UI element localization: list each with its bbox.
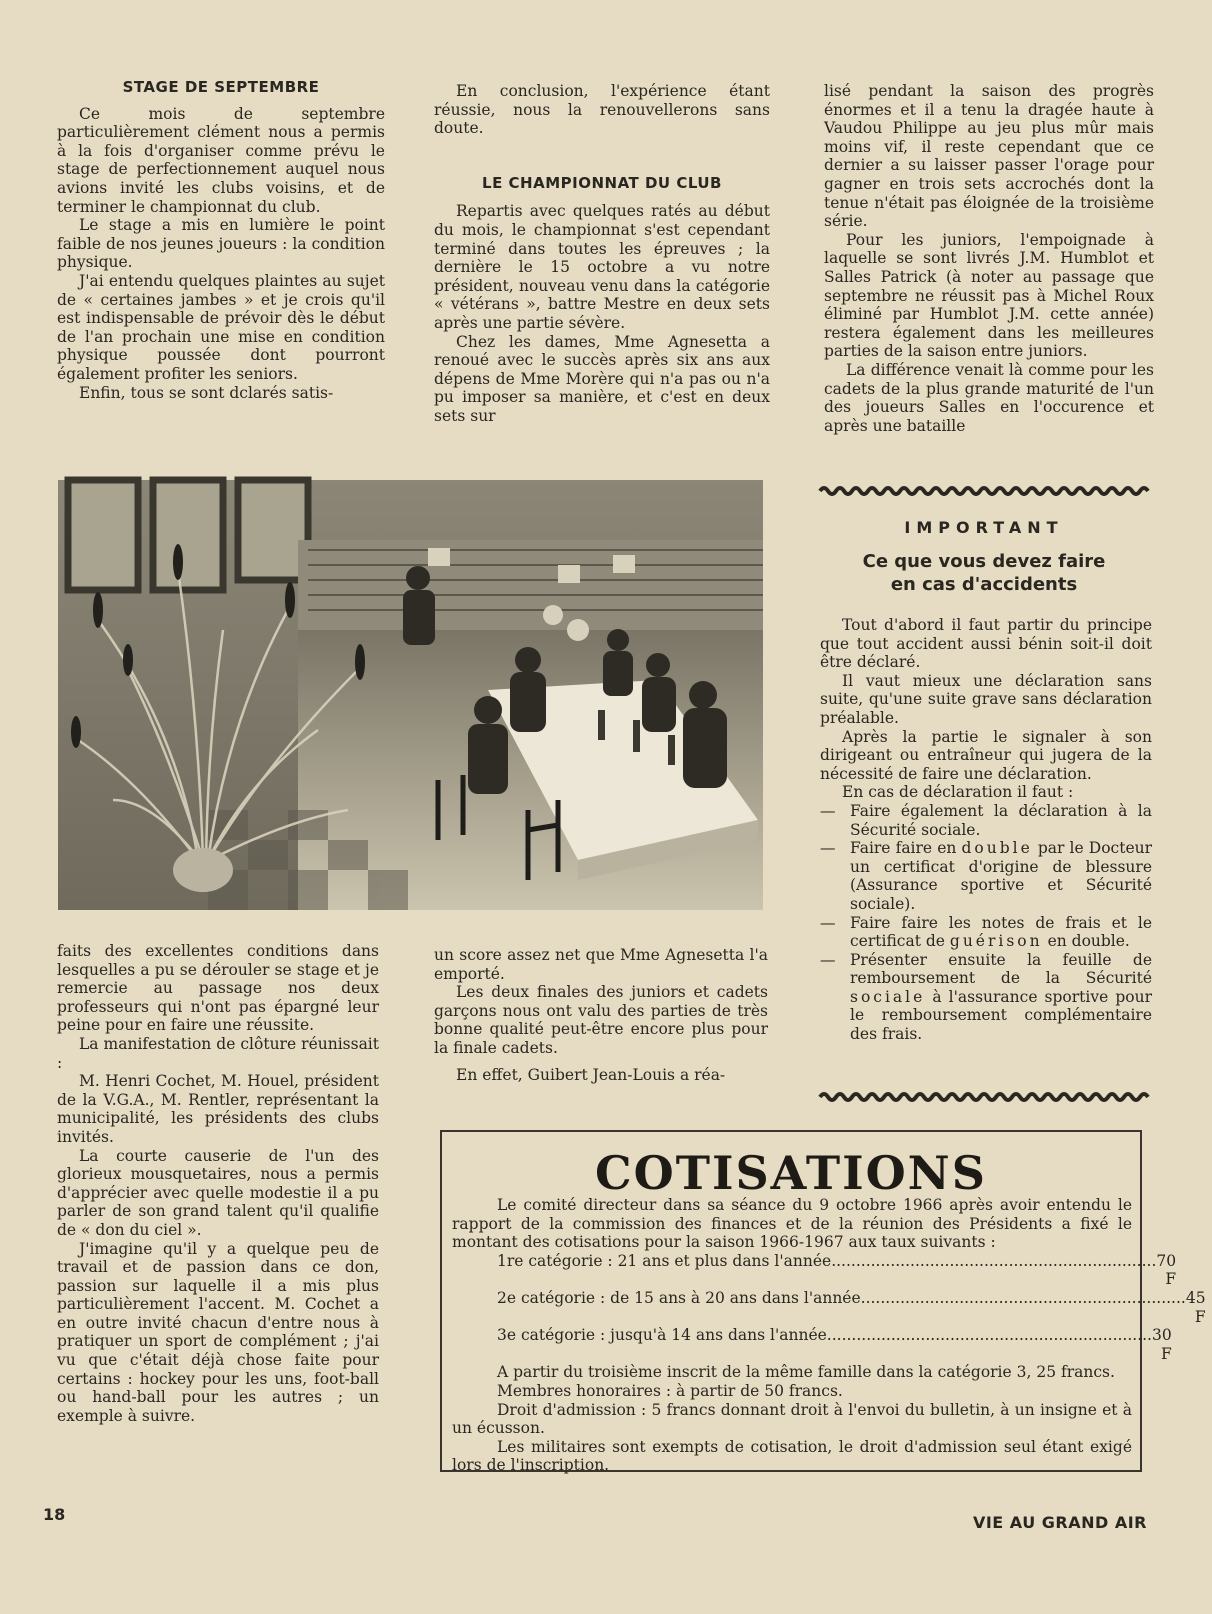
rate-label: 1re catégorie : 21 ans et plus dans l'année bbox=[497, 1251, 832, 1270]
paragraph: J'imagine qu'il y a quelque peu de travail et de passion dans ce don, passion sur laquelle il a mis plus particulièrement l'accent. M. Cochet a en outre invité chacun d'entre nous à pratiquer un sport de complément ; j'ai vu que c'était déjà chose faite pour certains : hockey pour les uns, foot-ball ou hand-ball pour les autres ; un exemple à suivre. bbox=[57, 1239, 379, 1425]
article-column-2-bottom bbox=[434, 946, 768, 1084]
paragraph: Après la partie le signaler à son dirigeant ou entraîneur qui jugera de la nécessité de faire une déclaration. bbox=[820, 727, 1152, 783]
rate-label: 2e catégorie : de 15 ans à 20 ans dans l'année bbox=[497, 1288, 861, 1307]
heading-championnat-club: LE CHAMPIONNAT DU CLUB bbox=[482, 173, 722, 192]
cotisations-box bbox=[440, 1130, 1206, 1475]
page-number: 18 bbox=[43, 1505, 66, 1524]
list-item-text: Faire faire en bbox=[850, 839, 957, 858]
rate-row bbox=[497, 1251, 1177, 1289]
dash-marker: — bbox=[820, 913, 836, 932]
rate-row bbox=[497, 1326, 1172, 1363]
paragraph: lisé pendant la saison des progrès énormes et il a tenu la dragée haute à Vaudou Philippe au jeu plus mûr mais moins vif, il reste cependant que ce dernier a su laisser passer l'orage pour gagner en trois sets accrochés dont la tenue n'était pas éloignée de la troisième série. bbox=[824, 82, 1154, 231]
emphasis-text: guérison bbox=[949, 932, 1043, 951]
rate-leader: .................................................................. bbox=[826, 1326, 1152, 1345]
paragraph: Membres honoraires : à partir de 50 francs. bbox=[497, 1381, 843, 1400]
paragraph: faits des excellentes conditions dans lesquelles a pu se dérouler se stage et je remercie au passage nos deux professeurs qui n'ont pas épargné leur peine pour en faire une réussite. bbox=[57, 942, 379, 1035]
magazine-name: VIE AU GRAND AIR bbox=[972, 1513, 1147, 1532]
list-item-text: Faire faire les notes de frais et le certificat de bbox=[850, 913, 1152, 951]
rate-amount: 45 F bbox=[1185, 1288, 1206, 1326]
paragraph: Ce mois de septembre particulièrement clément nous a permis à la fois d'organiser comme prévu le stage de perfectionnement auquel nous avions invité les clubs voisins, et de terminer le championnat du club. bbox=[57, 104, 385, 216]
paragraph: En cas de déclaration il faut : bbox=[842, 783, 1074, 802]
paragraph: M. Henri Cochet, M. Houel, président de la V.G.A., M. Rentler, représentant la municipalité, les présidents des clubs invités. bbox=[57, 1072, 379, 1146]
wavy-divider-top bbox=[820, 484, 1148, 498]
article-column-3-top bbox=[824, 82, 1154, 435]
paragraph: En conclusion, l'expérience étant réussie, nous la renouvellerons sans doute. bbox=[434, 82, 770, 138]
article-column-1-top bbox=[57, 78, 385, 402]
important-title: IMPORTANT bbox=[904, 518, 1064, 537]
list-item-text: en double. bbox=[1047, 932, 1130, 951]
paragraph: Le comité directeur dans sa séance du 9 octobre 1966 après avoir entendu le rapport de la commission des finances et de la réunion des Présidents a fixé le montant des cotisations pour la saison 1966-1967 aux taux suivants : bbox=[452, 1196, 1132, 1252]
rate-amount: 30 F bbox=[1151, 1326, 1172, 1363]
paragraph: La courte causerie de l'un des glorieux mousquetaires, nous a permis d'apprécier avec quelle modestie il a pu parler de son grand talent qu'il qualifie de « don du ciel ». bbox=[57, 1146, 379, 1239]
list-item-text: par le Docteur un certificat d'origine de blessure (Assurance sportive et Sécurité sociale). bbox=[850, 839, 1153, 913]
paragraph: A partir du troisième inscrit de la même famille dans la catégorie 3, 25 francs. bbox=[497, 1363, 1115, 1382]
rate-row bbox=[497, 1288, 1206, 1326]
rate-leader: .................................................................. bbox=[831, 1251, 1157, 1270]
important-subtitle-line: Ce que vous devez faire bbox=[862, 551, 1106, 572]
paragraph: J'ai entendu quelques plaintes au sujet de « certaines jambes » et je crois qu'il est indispensable de prévoir dès le début de l'an prochain une mise en condition physique poussée dont pourront également profiter les seniors. bbox=[57, 271, 385, 383]
list-item bbox=[820, 914, 1152, 951]
paragraph: Pour les juniors, l'empoignade à laquelle se sont livrés J.M. Humblot et Salles Patrick (à noter au passage que septembre ne réussit pas à Michel Roux éliminé par Humblot J.M. cette année) restera également dans les meilleures parties de la saison entre juniors. bbox=[824, 230, 1154, 361]
paragraph: La manifestation de clôture réunissait : bbox=[57, 1034, 379, 1072]
list-item bbox=[820, 951, 1152, 1044]
paragraph: Repartis avec quelques ratés au début du mois, le championnat s'est cependant terminé dans toutes les épreuves ; la dernière le 15 octobre a vu notre président, nouveau venu dans la catégorie « vétérans », battre Mestre en deux sets après une partie sévère. bbox=[434, 202, 770, 332]
heading-stage-septembre: STAGE DE SEPTEMBRE bbox=[122, 78, 320, 96]
dash-marker: — bbox=[820, 801, 836, 820]
wavy-divider-bottom bbox=[820, 1090, 1148, 1104]
paragraph: Les militaires sont exempts de cotisation, le droit d'admission seul étant exigé lors de l'inscription. bbox=[452, 1437, 1132, 1475]
list-item-text: Faire également la déclaration à la Sécurité sociale. bbox=[850, 801, 1152, 839]
rate-leader: .................................................................. bbox=[860, 1288, 1186, 1307]
important-subtitle bbox=[820, 550, 1148, 596]
list-item-text: à l'assurance sportive pour le remboursement complémentaire des frais. bbox=[850, 987, 1152, 1044]
paragraph: Enfin, tous se sont dclarés satis- bbox=[79, 383, 334, 402]
list-item bbox=[820, 802, 1152, 839]
important-body bbox=[820, 616, 1152, 1044]
cotisations-title: COTISATIONS bbox=[595, 1146, 987, 1200]
article-column-2-top bbox=[434, 82, 770, 426]
list-item-text: Présenter ensuite la feuille de remboursement de la Sécurité bbox=[850, 950, 1152, 988]
cotisations-body bbox=[452, 1196, 1206, 1475]
paragraph: Le stage a mis en lumière le point faible de nos jeunes joueurs : la condition physique. bbox=[57, 216, 385, 272]
rate-amount: 70 F bbox=[1156, 1251, 1177, 1289]
emphasis-text: sociale bbox=[850, 987, 926, 1006]
banquet-photo bbox=[58, 480, 763, 910]
article-column-1-bottom bbox=[57, 942, 379, 1425]
rate-label: 3e catégorie : jusqu'à 14 ans dans l'année bbox=[497, 1326, 827, 1345]
paragraph: Tout d'abord il faut partir du principe que tout accident aussi bénin soit-il doit être déclaré. bbox=[820, 616, 1152, 672]
dash-marker: — bbox=[820, 839, 836, 858]
emphasis-text: double bbox=[961, 839, 1033, 858]
paragraph: Droit d'admission : 5 francs donnant droit à l'envoi du bulletin, à un insigne et à un écusson. bbox=[452, 1400, 1132, 1438]
paragraph: Il vaut mieux une déclaration sans suite, qu'une suite grave sans déclaration préalable. bbox=[820, 671, 1152, 727]
paragraph: Les deux finales des juniors et cadets garçons nous ont valu des parties de très bonne qualité peut-être encore plus pour la finale cadets. bbox=[434, 983, 768, 1057]
list-item bbox=[820, 839, 1152, 913]
paragraph: En effet, Guibert Jean-Louis a réa- bbox=[456, 1065, 726, 1084]
important-subtitle-line: en cas d'accidents bbox=[890, 574, 1078, 595]
paragraph: un score assez net que Mme Agnesetta l'a emporté. bbox=[434, 946, 768, 983]
paragraph: Chez les dames, Mme Agnesetta a renoué avec le succès après six ans aux dépens de Mme Morère qui n'a pas ou n'a pu imposer sa manière, et c'est en deux sets sur bbox=[434, 332, 770, 425]
dash-marker: — bbox=[820, 950, 836, 969]
paragraph: La différence venait là comme pour les cadets de la plus grande maturité de l'un des joueurs Salles en l'occurence et après une bataille bbox=[824, 360, 1154, 435]
